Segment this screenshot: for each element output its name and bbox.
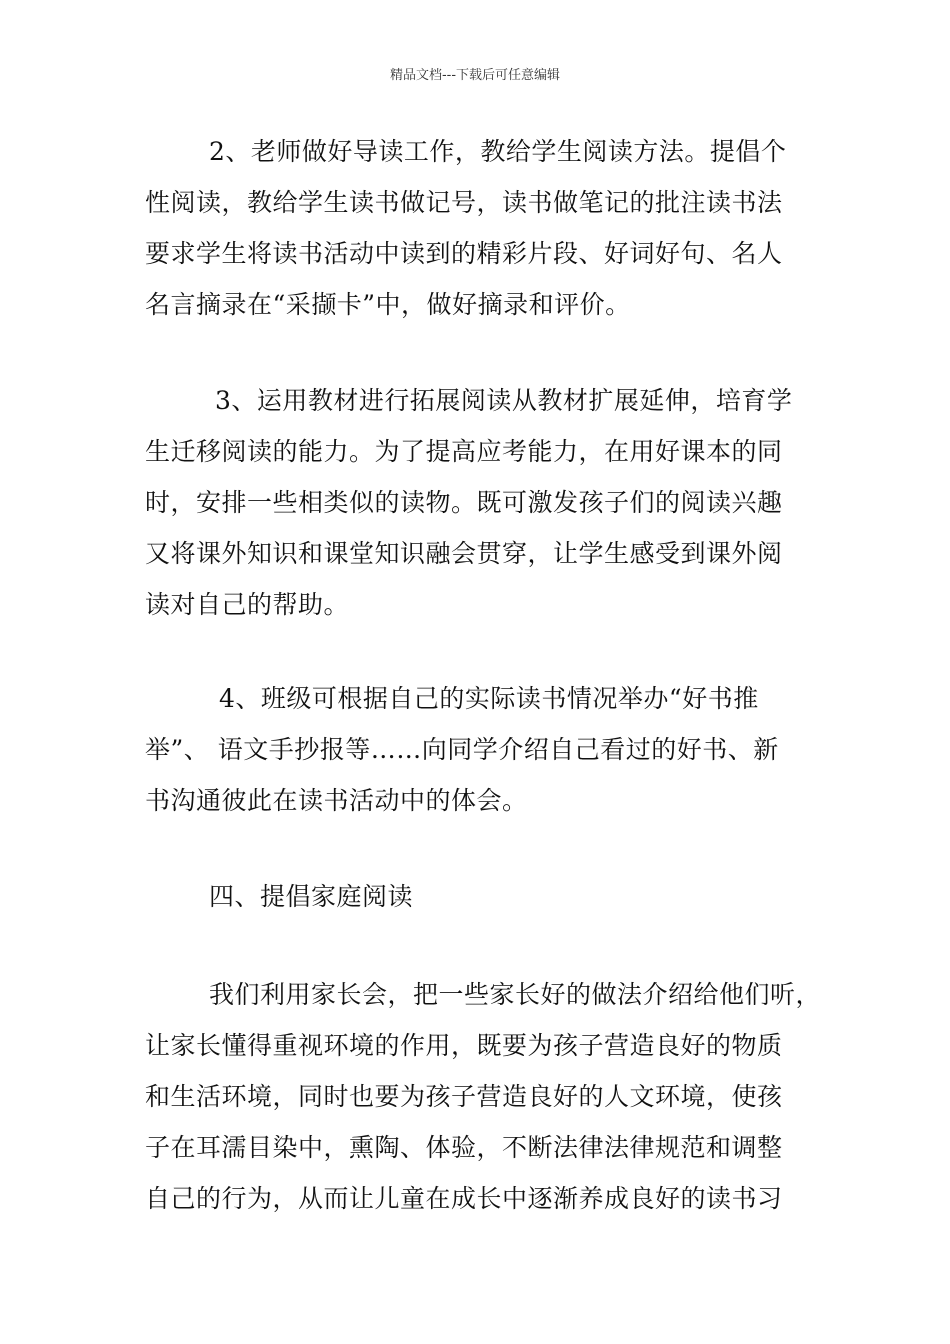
paragraph-line: 读对自己的帮助。 — [145, 590, 350, 619]
paragraph-line: 又将课外知识和课堂知识融会贯穿，让学生感受到课外阅 — [145, 539, 783, 568]
paragraph-line: 我们利用家长会，把一些家长好的做法介绍给他们听， — [209, 980, 822, 1009]
paragraph-line: 举”、 语文手抄报等……向同学介绍自己看过的好书、新 — [145, 735, 779, 764]
paragraph-guided-reading — [145, 126, 815, 330]
paragraph-line: 2、老师做好导读工作，教给学生阅读方法。提倡个 — [209, 137, 787, 166]
paragraph-line: 名言摘录在“采撷卡”中，做好摘录和评价。 — [145, 290, 631, 319]
page-header: 精品文档---下载后可任意编辑 — [389, 68, 561, 83]
paragraph-line: 要求学生将读书活动中读到的精彩片段、好词好句、名人 — [145, 239, 783, 268]
section-heading-family-reading — [145, 871, 815, 922]
paragraph-line: 时，安排一些相类似的读物。既可激发孩子们的阅读兴趣 — [145, 488, 783, 517]
paragraph-parents-meeting — [145, 969, 822, 1224]
paragraph-extended-reading — [145, 375, 815, 630]
paragraph-line: 自己的行为，从而让儿童在成长中逐渐养成良好的读书习 — [145, 1184, 783, 1213]
paragraph-class-activities — [145, 673, 815, 826]
paragraph-line: 4、班级可根据自己的实际读书情况举办“好书推 — [219, 684, 759, 713]
paragraph-line: 生迁移阅读的能力。为了提高应考能力，在用好课本的同 — [145, 437, 783, 466]
paragraph-line: 3、运用教材进行拓展阅读从教材扩展延伸，培育学 — [215, 386, 793, 415]
paragraph-line: 书沟通彼此在读书活动中的体会。 — [145, 786, 528, 815]
paragraph-line: 性阅读，教给学生读书做记号，读书做笔记的批注读书法 — [145, 188, 783, 217]
paragraph-line: 和生活环境，同时也要为孩子营造良好的人文环境，使孩 — [145, 1082, 783, 1111]
section-heading: 四、提倡家庭阅读 — [209, 882, 414, 911]
paragraph-line: 让家长懂得重视环境的作用，既要为孩子营造良好的物质 — [145, 1031, 783, 1060]
paragraph-line: 子在耳濡目染中，熏陶、体验，不断法律法律规范和调整 — [145, 1133, 783, 1162]
